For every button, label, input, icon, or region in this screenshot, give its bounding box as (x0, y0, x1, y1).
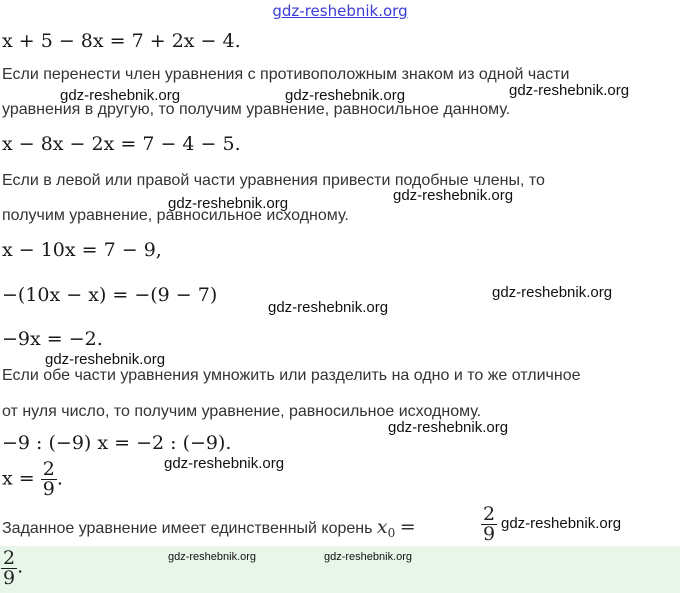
rule-2-line-2: получим уравнение, равносильное исходному. (2, 207, 349, 224)
equation-2: x − 8x − 2x = 7 − 4 − 5. (2, 133, 241, 155)
equation-3: x − 10x = 7 − 9, (2, 239, 162, 261)
watermark: gdz-reshebnik.org (168, 195, 289, 212)
answer-period: . (17, 555, 24, 578)
rule-1-line-1: Если перенести член уравнения с противоположным знаком из одной части (2, 66, 570, 83)
watermark: gdz-reshebnik.org (501, 515, 622, 532)
conclusion-fraction (481, 505, 497, 544)
equation-7-lhs: x = (2, 467, 35, 490)
watermark: gdz-reshebnik.org (60, 87, 181, 104)
equation-1: x + 5 − 8x = 7 + 2x − 4. (2, 30, 241, 52)
answer-fraction (1, 549, 17, 588)
equation-7-period: . (56, 467, 63, 490)
conclusion-numerator: 2 (483, 503, 496, 525)
watermark: gdz-reshebnik.org (164, 455, 285, 472)
conclusion-denominator: 9 (483, 523, 496, 545)
answer-numerator: 2 (3, 547, 16, 569)
answer-denominator: 9 (3, 567, 16, 589)
conclusion-equals: = (399, 516, 416, 538)
equation-6: −9 : (−9) x = −2 : (−9). (2, 432, 232, 454)
conclusion-variable: x (376, 516, 388, 538)
rule-3-line-1: Если обе части уравнения умножить или разделить на одно и то же отличное (2, 367, 581, 384)
watermark: gdz-reshebnik.org (168, 551, 257, 563)
watermark: gdz-reshebnik.org (509, 82, 630, 99)
watermark: gdz-reshebnik.org (393, 187, 514, 204)
watermark: gdz-reshebnik.org (285, 87, 406, 104)
conclusion-text: Заданное уравнение имеет единственный корень (2, 520, 373, 537)
answer (1, 549, 23, 588)
watermark: gdz-reshebnik.org (492, 284, 613, 301)
rule-1-line-2: уравнения в другую, то получим уравнение, равносильное данному. (2, 101, 511, 118)
conclusion (2, 516, 416, 540)
equation-5: −9x = −2. (2, 328, 103, 350)
rule-3-line-2: от нуля число, то получим уравнение, равносильное исходному. (2, 403, 482, 420)
watermark: gdz-reshebnik.org (388, 419, 509, 436)
rule-2-line-1: Если в левой или правой части уравнения привести подобные члены, то (2, 172, 545, 189)
watermark: gdz-reshebnik.org (324, 551, 413, 563)
equation-7-denominator: 9 (42, 478, 55, 500)
conclusion-subscript: 0 (387, 526, 396, 541)
header-watermark[interactable]: gdz-reshebnik.org (272, 2, 408, 20)
watermark: gdz-reshebnik.org (45, 351, 166, 368)
equation-7-numerator: 2 (42, 458, 55, 480)
equation-4: −(10x − x) = −(9 − 7) (2, 284, 218, 306)
equation-7-fraction (41, 460, 57, 499)
watermark: gdz-reshebnik.org (268, 299, 389, 316)
equation-7 (2, 460, 63, 499)
